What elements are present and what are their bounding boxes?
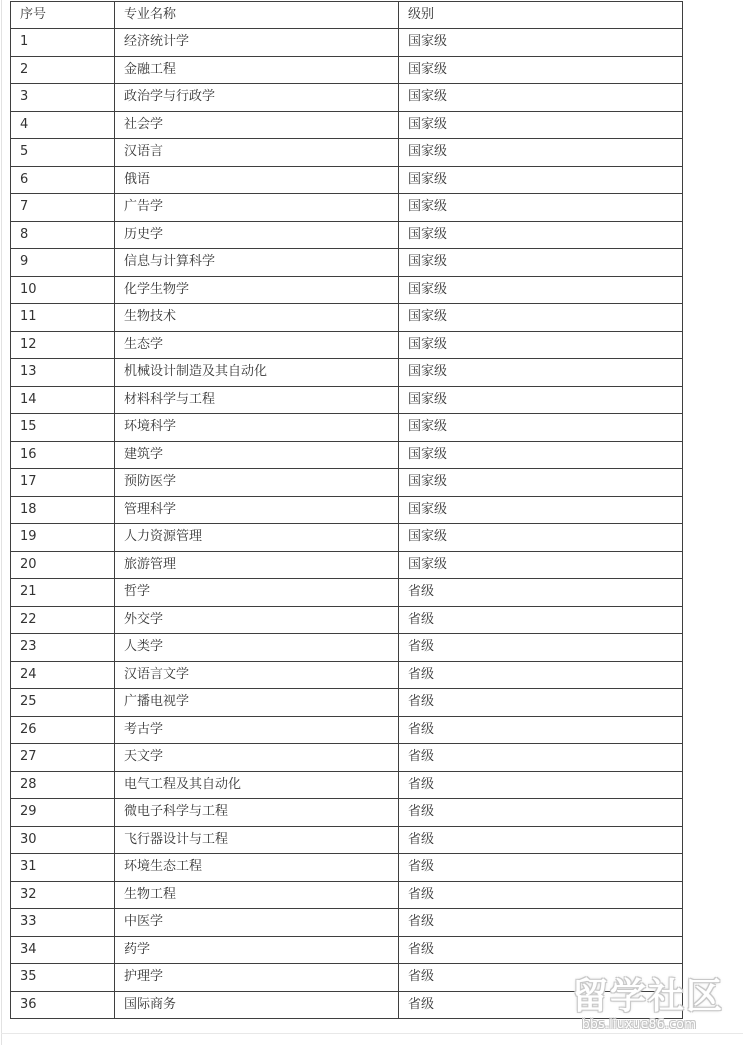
cell-major-name: 药学 (115, 936, 399, 964)
cell-level: 国家级 (399, 221, 683, 249)
table-row (11, 441, 683, 469)
table-row (11, 84, 683, 112)
table-row (11, 579, 683, 607)
table-row (11, 854, 683, 882)
cell-level: 国家级 (399, 524, 683, 552)
cell-major-name: 生物技术 (115, 304, 399, 332)
cell-level: 国家级 (399, 166, 683, 194)
cell-level: 国家级 (399, 249, 683, 277)
cell-level: 省级 (399, 964, 683, 992)
table-row (11, 359, 683, 387)
cell-level: 省级 (399, 854, 683, 882)
watermark-title: 留学社区 (572, 976, 725, 1017)
cell-level: 省级 (399, 909, 683, 937)
table-row (11, 881, 683, 909)
table-row (11, 661, 683, 689)
table-row (11, 909, 683, 937)
cell-level: 国家级 (399, 194, 683, 222)
table-body (11, 29, 683, 1019)
cell-serial-number: 24 (11, 661, 115, 689)
cell-level: 省级 (399, 634, 683, 662)
cell-major-name: 广播电视学 (115, 689, 399, 717)
cell-major-name: 广告学 (115, 194, 399, 222)
cell-major-name: 飞行器设计与工程 (115, 826, 399, 854)
cell-level: 省级 (399, 991, 683, 1019)
cell-level: 国家级 (399, 276, 683, 304)
cell-serial-number: 23 (11, 634, 115, 662)
cell-level: 省级 (399, 579, 683, 607)
cell-major-name: 历史学 (115, 221, 399, 249)
cell-serial-number: 1 (11, 29, 115, 57)
cell-level: 国家级 (399, 414, 683, 442)
table-row (11, 496, 683, 524)
cell-serial-number: 3 (11, 84, 115, 112)
cell-serial-number: 30 (11, 826, 115, 854)
cell-level: 国家级 (399, 56, 683, 84)
cell-level: 省级 (399, 799, 683, 827)
cell-level: 国家级 (399, 441, 683, 469)
table-row (11, 771, 683, 799)
cell-serial-number: 5 (11, 139, 115, 167)
cell-serial-number: 25 (11, 689, 115, 717)
table-row (11, 166, 683, 194)
table-row (11, 524, 683, 552)
table-row (11, 139, 683, 167)
table-row (11, 331, 683, 359)
cell-level: 国家级 (399, 469, 683, 497)
cell-level: 省级 (399, 661, 683, 689)
cell-major-name: 机械设计制造及其自动化 (115, 359, 399, 387)
watermark-url: bbs.liuxue86.com (582, 1017, 697, 1031)
cell-serial-number: 29 (11, 799, 115, 827)
table-row (11, 936, 683, 964)
cell-major-name: 金融工程 (115, 56, 399, 84)
cell-level: 省级 (399, 936, 683, 964)
cell-serial-number: 20 (11, 551, 115, 579)
header-major-name: 专业名称 (115, 2, 399, 29)
cell-major-name: 生态学 (115, 331, 399, 359)
cell-level: 国家级 (399, 386, 683, 414)
cell-serial-number: 18 (11, 496, 115, 524)
cell-serial-number: 17 (11, 469, 115, 497)
table-row (11, 634, 683, 662)
cell-major-name: 人力资源管理 (115, 524, 399, 552)
cell-major-name: 护理学 (115, 964, 399, 992)
cell-major-name: 经济统计学 (115, 29, 399, 57)
table-row (11, 111, 683, 139)
cell-major-name: 社会学 (115, 111, 399, 139)
cell-level: 省级 (399, 744, 683, 772)
cell-level: 省级 (399, 606, 683, 634)
table-row (11, 551, 683, 579)
cell-serial-number: 35 (11, 964, 115, 992)
majors-table (10, 1, 683, 1019)
table-row (11, 304, 683, 332)
cell-level: 国家级 (399, 496, 683, 524)
cell-serial-number: 22 (11, 606, 115, 634)
cell-level: 省级 (399, 881, 683, 909)
cell-serial-number: 21 (11, 579, 115, 607)
cell-serial-number: 10 (11, 276, 115, 304)
cell-major-name: 国际商务 (115, 991, 399, 1019)
cell-major-name: 中医学 (115, 909, 399, 937)
table-row (11, 689, 683, 717)
cell-major-name: 天文学 (115, 744, 399, 772)
table-row (11, 221, 683, 249)
cell-level: 国家级 (399, 551, 683, 579)
cell-serial-number: 31 (11, 854, 115, 882)
table-row (11, 469, 683, 497)
cell-major-name: 外交学 (115, 606, 399, 634)
table-row (11, 799, 683, 827)
cell-major-name: 汉语言文学 (115, 661, 399, 689)
cell-serial-number: 7 (11, 194, 115, 222)
cell-major-name: 建筑学 (115, 441, 399, 469)
cell-major-name: 环境生态工程 (115, 854, 399, 882)
cell-level: 国家级 (399, 139, 683, 167)
cell-serial-number: 33 (11, 909, 115, 937)
table-row (11, 414, 683, 442)
cell-serial-number: 12 (11, 331, 115, 359)
cell-level: 国家级 (399, 359, 683, 387)
cell-major-name: 化学生物学 (115, 276, 399, 304)
cell-major-name: 生物工程 (115, 881, 399, 909)
cell-major-name: 考古学 (115, 716, 399, 744)
cell-major-name: 电气工程及其自动化 (115, 771, 399, 799)
cell-major-name: 哲学 (115, 579, 399, 607)
cell-serial-number: 26 (11, 716, 115, 744)
cell-level: 省级 (399, 689, 683, 717)
cell-level: 国家级 (399, 304, 683, 332)
watermark-logo (572, 977, 742, 1037)
cell-level: 国家级 (399, 84, 683, 112)
cell-major-name: 预防医学 (115, 469, 399, 497)
cell-serial-number: 2 (11, 56, 115, 84)
cell-serial-number: 13 (11, 359, 115, 387)
page-left-rule (1, 0, 2, 1045)
cell-level: 省级 (399, 771, 683, 799)
header-row (11, 2, 683, 29)
cell-major-name: 环境科学 (115, 414, 399, 442)
cell-serial-number: 27 (11, 744, 115, 772)
table-row (11, 276, 683, 304)
cell-serial-number: 36 (11, 991, 115, 1019)
header-level: 级别 (399, 2, 683, 29)
table-row (11, 56, 683, 84)
cell-level: 国家级 (399, 111, 683, 139)
cell-serial-number: 4 (11, 111, 115, 139)
cell-major-name: 政治学与行政学 (115, 84, 399, 112)
table-header (11, 2, 683, 29)
table-row (11, 194, 683, 222)
table-row (11, 249, 683, 277)
cell-serial-number: 14 (11, 386, 115, 414)
cell-level: 国家级 (399, 29, 683, 57)
cell-major-name: 人类学 (115, 634, 399, 662)
cell-serial-number: 19 (11, 524, 115, 552)
header-serial-number: 序号 (11, 2, 115, 29)
table-row (11, 386, 683, 414)
cell-major-name: 微电子科学与工程 (115, 799, 399, 827)
cell-serial-number: 16 (11, 441, 115, 469)
cell-major-name: 材料科学与工程 (115, 386, 399, 414)
cell-serial-number: 34 (11, 936, 115, 964)
cell-major-name: 信息与计算科学 (115, 249, 399, 277)
cell-major-name: 旅游管理 (115, 551, 399, 579)
cell-serial-number: 9 (11, 249, 115, 277)
cell-major-name: 俄语 (115, 166, 399, 194)
table-row (11, 29, 683, 57)
cell-serial-number: 15 (11, 414, 115, 442)
cell-serial-number: 6 (11, 166, 115, 194)
cell-serial-number: 8 (11, 221, 115, 249)
table-row (11, 606, 683, 634)
cell-major-name: 汉语言 (115, 139, 399, 167)
cell-level: 国家级 (399, 331, 683, 359)
table-row (11, 744, 683, 772)
cell-level: 省级 (399, 826, 683, 854)
cell-serial-number: 28 (11, 771, 115, 799)
table-row (11, 826, 683, 854)
table-row (11, 716, 683, 744)
cell-serial-number: 32 (11, 881, 115, 909)
cell-serial-number: 11 (11, 304, 115, 332)
cell-level: 省级 (399, 716, 683, 744)
cell-major-name: 管理科学 (115, 496, 399, 524)
